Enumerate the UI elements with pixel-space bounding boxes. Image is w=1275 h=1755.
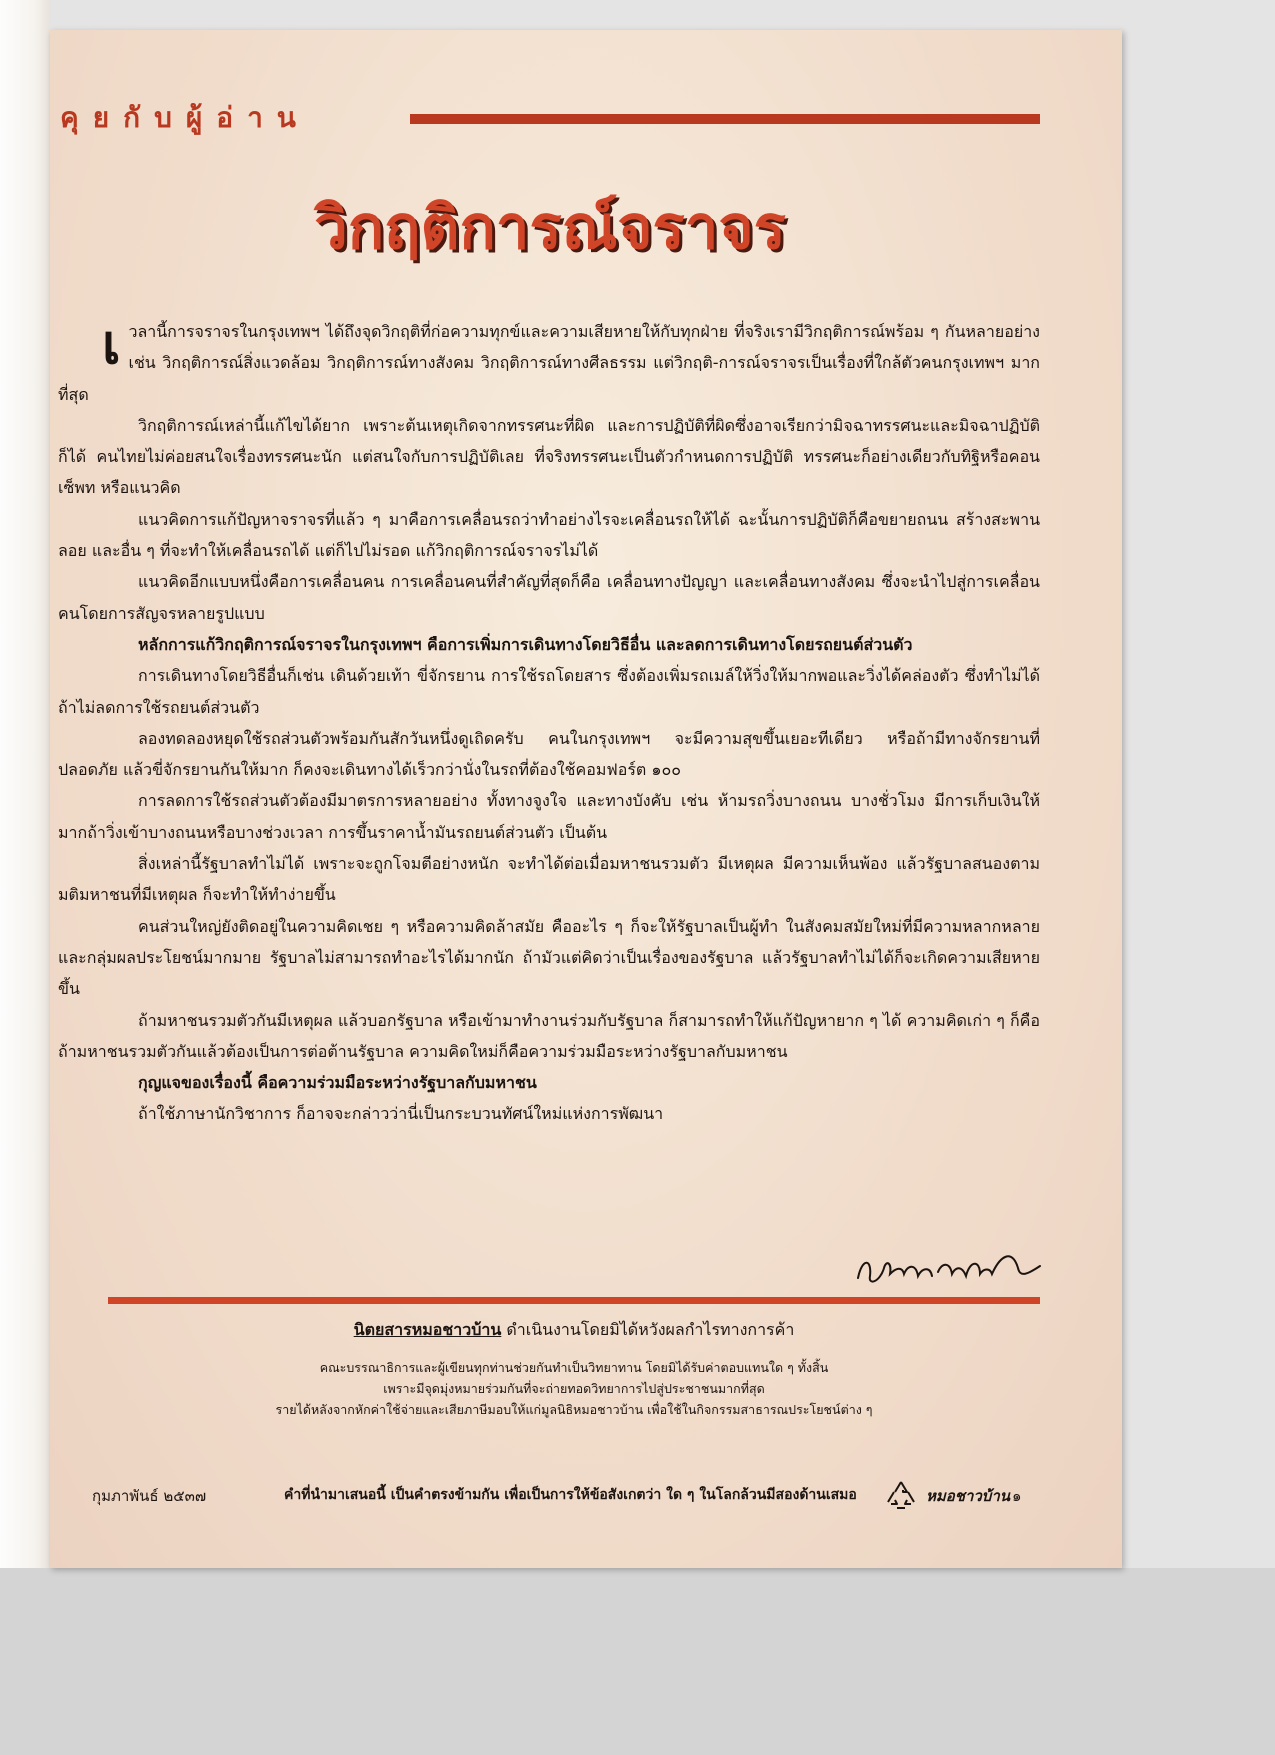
credits-divider xyxy=(108,1297,1040,1304)
credits-line-1: คณะบรรณาธิการและผู้เขียนทุกท่านช่วยกันทำเป็นวิทยาทาน โดยมิได้รับค่าตอบแทนใด ๆ ทั้งสิ้น xyxy=(319,1360,829,1375)
article-paragraph-5: หลักการแก้วิกฤติการณ์จราจรในกรุงเทพฯ คือการเพิ่มการเดินทางโดยวิธีอื่น และลดการเดินทางโดยรถยนต์ส่วนตัว xyxy=(138,634,913,654)
credits-heading-magazine: นิตยสารหมอชาวบ้าน xyxy=(353,1320,502,1339)
column-header-bar xyxy=(410,114,1040,124)
signature-icon xyxy=(850,1238,1050,1298)
drop-cap: เ xyxy=(102,312,121,376)
article-paragraph-1 xyxy=(58,312,1040,410)
scanner-background xyxy=(0,1568,1275,1755)
column-label: คุยกับผู้อ่าน xyxy=(60,101,310,134)
article-paragraph-3: แนวคิดการแก้ปัญหาจราจรที่แล้ว ๆ มาคือการเคลื่อนรถว่าทำอย่างไรจะเคลื่อนรถให้ได้ ฉะนั้นการปฏิบัติก็คือขยายถนน สร้างสะพานลอย และอื่น ๆ ที่จะทำให้เคลื่อนรถได้ แต่ก็ไปไม่รอด แก้วิกฤติการณ์จราจรไม่ได้ xyxy=(58,509,1040,561)
credits-line-2: เพราะมีจุดมุ่งหมายร่วมกันที่จะถ่ายทอดวิทยาการไปสู่ประชาชนมากที่สุด xyxy=(383,1381,765,1396)
article-paragraph-10: คนส่วนใหญ่ยังติดอยู่ในความคิดเชย ๆ หรือความคิดล้าสมัย คืออะไร ๆ ก็จะให้รัฐบาลเป็นผู้ทำ ในสังคมสมัยใหม่ที่มีความหลากหลายและกลุ่มผลประโยชน์มากมาย รัฐบาลไม่สามารถทำอะไรได้มากนัก ถ้ามัวแต่คิดว่าเป็นเรื่องของรัฐบาล แล้วรัฐบาลทำไม่ได้ก็จะเกิดความเสียหายขึ้น xyxy=(58,916,1040,999)
credits-heading xyxy=(108,1318,1040,1343)
article-paragraph-2: วิกฤติการณ์เหล่านี้แก้ไขได้ยาก เพราะต้นเหตุเกิดจากทรรศนะที่ผิด และการปฏิบัติที่ผิดซึ่งอาจเรียกว่ามิจฉาทรรศนะและมิจฉาปฏิบัติก็ได้ คนไทยไม่ค่อยสนใจเรื่องทรรศนะนัก แต่สนใจกับการปฏิบัติเลย ที่จริงทรรศนะเป็นตัวกำหนดการปฏิบัติ ทรรศนะก็อย่างเดียวกับทิฐิหรือคอนเซ็พท หรือแนวคิด xyxy=(58,415,1040,498)
lead-text: วลานี้การจราจรในกรุงเทพฯ ได้ถึงจุดวิกฤติที่ก่อความทุกข์และความเสียหายให้กับทุกฝ่าย ที่จริงเรามีวิกฤติการณ์พร้อม ๆ กันหลายอย่าง เช่น วิกฤติการณ์สิ่งแวดล้อม วิกฤติการณ์ทางสังคม วิกฤติการณ์ทางศีลธรรม แต่วิกฤติ-การณ์จราจรเป็นเรื่องที่ใกล้ตัวคนกรุงเทพฯ มากที่สุด xyxy=(58,322,1040,404)
article-paragraph-13: ถ้าใช้ภาษานักวิชาการ ก็อาจจะกล่าวว่านี่เป็นกระบวนทัศน์ใหม่แห่งการพัฒนา xyxy=(138,1104,664,1124)
article-paragraph-11: ถ้ามหาชนรวมตัวกันมีเหตุผล แล้วบอกรัฐบาล หรือเข้ามาทำงานร่วมกับรัฐบาล ก็สามารถทำให้แก้ปัญหายาก ๆ ได้ ความคิดเก่า ๆ ก็คือถ้ามหาชนรวมตัวกันแล้วต้องเป็นการต่อต้านรัฐบาล ความคิดใหม่ก็คือความร่วมมือระหว่างรัฐบาลกับมหาชน xyxy=(58,1010,1040,1061)
credits-block xyxy=(108,1318,1040,1420)
article-paragraph-8: การลดการใช้รถส่วนตัวต้องมีมาตรการหลายอย่าง ทั้งทางจูงใจ และทางบังคับ เช่น ห้ามรถวิ่งบางถนน บางชั่วโมง มีการเก็บเงินให้มากถ้าวิ่งเข้าบางถนนหรือบางช่วงเวลา การขึ้นราคาน้ำมันรถยนต์ส่วนตัว เป็นต้น xyxy=(58,791,1040,842)
page-number: ๑ xyxy=(1012,1487,1022,1505)
issue-date: กุมภาพันธ์ ๒๕๓๗ xyxy=(92,1487,207,1505)
article-paragraph-7: ลองทดลองหยุดใช้รถส่วนตัวพร้อมกันสักวันหนึ่งดูเถิดครับ คนในกรุงเทพฯ จะมีความสุขขึ้นเยอะทีเดียว หรือถ้ามีทางจักรยานที่ปลอดภัย แล้วขี่จักรยานกันให้มาก ก็คงจะเดินทางได้เร็วกว่านั่งในรถที่ต้องใช้คอมฟอร์ต ๑๐๐ xyxy=(58,728,1040,780)
article-paragraph-12: กุญแจของเรื่องนี้ คือความร่วมมือระหว่างรัฐบาลกับมหาชน xyxy=(138,1073,537,1093)
article-title: วิกฤติการณ์จราจร xyxy=(314,193,786,263)
credits-line-3: รายได้หลังจากหักค่าใช้จ่ายและเสียภาษีมอบให้แก่มูลนิธิหมอชาวบ้าน เพื่อใช้ในกิจกรรมสาธารณประโยชน์ต่าง ๆ xyxy=(275,1402,873,1417)
magazine-brand: หมอชาวบ้าน xyxy=(926,1487,1011,1505)
page-binding-edge xyxy=(0,0,50,1568)
recycle-icon xyxy=(884,1478,918,1512)
column-header xyxy=(60,86,1040,156)
credits-heading-rest: ดำเนินงานโดยมิได้หวังผลกำไรทางการค้า xyxy=(501,1320,795,1339)
article-paragraph-9: สิ่งเหล่านี้รัฐบาลทำไม่ได้ เพราะจะถูกโจมตีอย่างหนัก จะทำได้ต่อเมื่อมหาชนรวมตัว มีเหตุผล มีความเห็นพ้อง แล้วรัฐบาลสนองตามมติมหาชนที่มีเหตุผล ก็จะทำให้ทำง่ายขึ้น xyxy=(58,854,1040,905)
footer-motto: คำที่นำมาเสนอนี้ เป็นคำตรงข้ามกัน เพื่อเป็นการให้ข้อสังเกตว่า ใด ๆ ในโลกล้วนมีสองด้านเสมอ xyxy=(284,1487,857,1503)
article-paragraph-4: แนวคิดอีกแบบหนึ่งคือการเคลื่อนคน การเคลื่อนคนที่สำคัญที่สุดก็คือ เคลื่อนทางปัญญา และเคลื่อนทางสังคม ซึ่งจะนำไปสู่การเคลื่อนคนโดยการสัญจรหลายรูปแบบ xyxy=(58,572,1040,623)
page-footer xyxy=(92,1478,1040,1512)
article-body xyxy=(58,312,1040,1130)
article-paragraph-6: การเดินทางโดยวิธีอื่นก็เช่น เดินด้วยเท้า ขี่จักรยาน การใช้รถโดยสาร ซึ่งต้องเพิ่มรถเมล์ให้วิ่งให้มากพอและวิ่งได้คล่องตัว ซึ่งทำไม่ได้ถ้าไม่ลดการใช้รถยนต์ส่วนตัว xyxy=(58,666,1040,717)
